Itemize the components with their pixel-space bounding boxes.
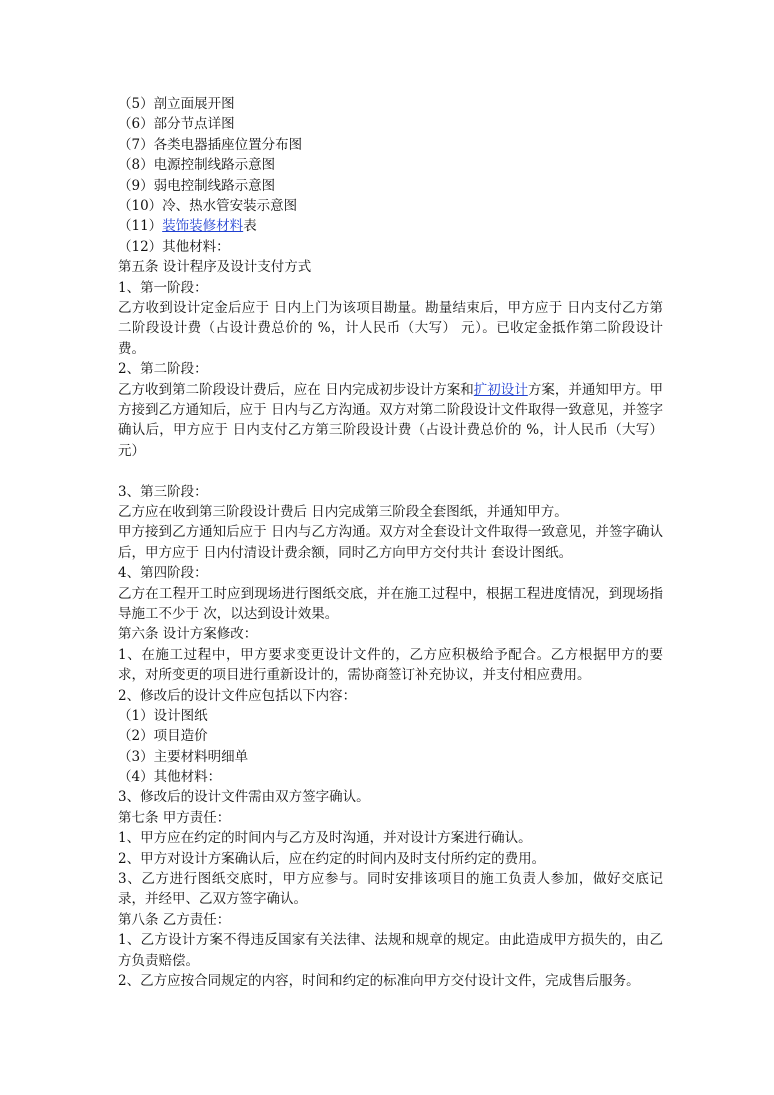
list-item-7: （7）各类电器插座位置分布图 xyxy=(118,136,303,153)
stage-2-text-a: 乙方收到第二阶段设计费后，应在 日内完成初步设计方案和 xyxy=(118,381,474,398)
list-item-11-prefix: （11） xyxy=(118,218,163,235)
list-item-8: （8）电源控制线路示意图 xyxy=(118,157,276,174)
stage-2-text-b: 方案，并通知甲方。甲方接到乙方通知后，应于 日内与乙方沟通。双方对第二阶段设计文件取得一致意见，并签字确认后，甲方应于 日内支付乙方第三阶段设计费（占设计费总价的 %，计人民币（大写） 元） xyxy=(118,381,664,459)
article-7-paragraph-3: 3、乙方进行图纸交底时，甲方应参与。同时安排该项目的施工负责人参加，做好交底记录，并经甲、乙双方签字确认。 xyxy=(118,871,663,908)
list-item-12: （12）其他材料： xyxy=(118,238,230,255)
list-item-11-suffix: 表 xyxy=(243,218,257,235)
article-5-heading: 第五条 设计程序及设计支付方式 xyxy=(118,259,312,276)
stage-3-heading: 3、第三阶段： xyxy=(118,483,208,500)
preliminary-design-link[interactable]: 扩初设计 xyxy=(473,381,528,398)
stage-2-heading: 2、第二阶段： xyxy=(118,361,208,378)
article-6-item-1: （1）设计图纸 xyxy=(118,707,208,724)
article-8-paragraph-2: 2、乙方应按合同规定的内容，时间和约定的标准向甲方交付设计文件，完成售后服务。 xyxy=(118,973,640,990)
list-item-9: （9）弱电控制线路示意图 xyxy=(118,177,276,194)
article-7-paragraph-2: 2、甲方对设计方案确认后，应在约定的时间内及时支付所约定的费用。 xyxy=(118,850,546,867)
article-7-paragraph-1: 1、甲方应在约定的时间内与乙方及时沟通，并对设计方案进行确认。 xyxy=(118,830,532,847)
article-6-paragraph-2: 2、修改后的设计文件应包括以下内容： xyxy=(118,687,357,704)
list-item-6: （6）部分节点详图 xyxy=(118,116,235,133)
list-item-5: （5）剖立面展开图 xyxy=(118,96,235,112)
stage-1-paragraph: 乙方收到设计定金后应于 日内上门为该项目勘量。勘量结束后，甲方应于 日内支付乙方第二阶段设计费（占设计费总价的 %，计人民币（大写） 元）。已收定金抵作第二阶段设计费。 xyxy=(118,299,663,357)
article-6-paragraph-3: 3、修改后的设计文件需由双方签字确认。 xyxy=(118,789,370,806)
stage-4-heading: 4、第四阶段： xyxy=(118,565,208,582)
document-page xyxy=(118,94,663,991)
stage-3-paragraph: 甲方接到乙方通知后应于 日内与乙方沟通。双方对全套设计文件取得一致意见，并签字确认后，甲方应于 日内付清设计费余额，同时乙方向甲方交付共计 套设计图纸。 xyxy=(118,524,663,561)
article-6-item-2: （2）项目造价 xyxy=(118,728,208,745)
article-6-item-4: （4）其他材料： xyxy=(118,769,222,786)
stage-2-paragraph xyxy=(118,380,663,462)
stage-3-line-1: 乙方应在收到第三阶段设计费后 日内完成第三阶段全套图纸，并通知甲方。 xyxy=(118,503,568,520)
list-item-10: （10）冷、热水管安装示意图 xyxy=(118,197,298,214)
stage-4-paragraph: 乙方在工程开工时应到现场进行图纸交底，并在施工过程中，根据工程进度情况，到现场指导施工不少于 次，以达到设计效果。 xyxy=(118,585,663,622)
blank-line xyxy=(118,461,663,481)
stage-1-heading: 1、第一阶段： xyxy=(118,279,208,296)
article-6-item-3: （3）主要材料明细单 xyxy=(118,748,249,765)
article-6-heading: 第六条 设计方案修改： xyxy=(118,626,258,643)
list-item-11 xyxy=(118,216,663,236)
article-8-heading: 第八条 乙方责任： xyxy=(118,911,231,928)
materials-link[interactable]: 装饰装修材料 xyxy=(162,218,244,235)
article-6-paragraph-1: 1、在施工过程中，甲方要求变更设计文件的，乙方应积极给予配合。乙方根据甲方的要求，对所变更的项目进行重新设计的，需协商签订补充协议，并支付相应费用。 xyxy=(118,646,663,684)
article-8-paragraph-1: 1、乙方设计方案不得违反国家有关法律、法规和规章的规定。由此造成甲方损失的，由乙方负责赔偿。 xyxy=(118,932,663,969)
article-7-heading: 第七条 甲方责任： xyxy=(118,809,231,826)
